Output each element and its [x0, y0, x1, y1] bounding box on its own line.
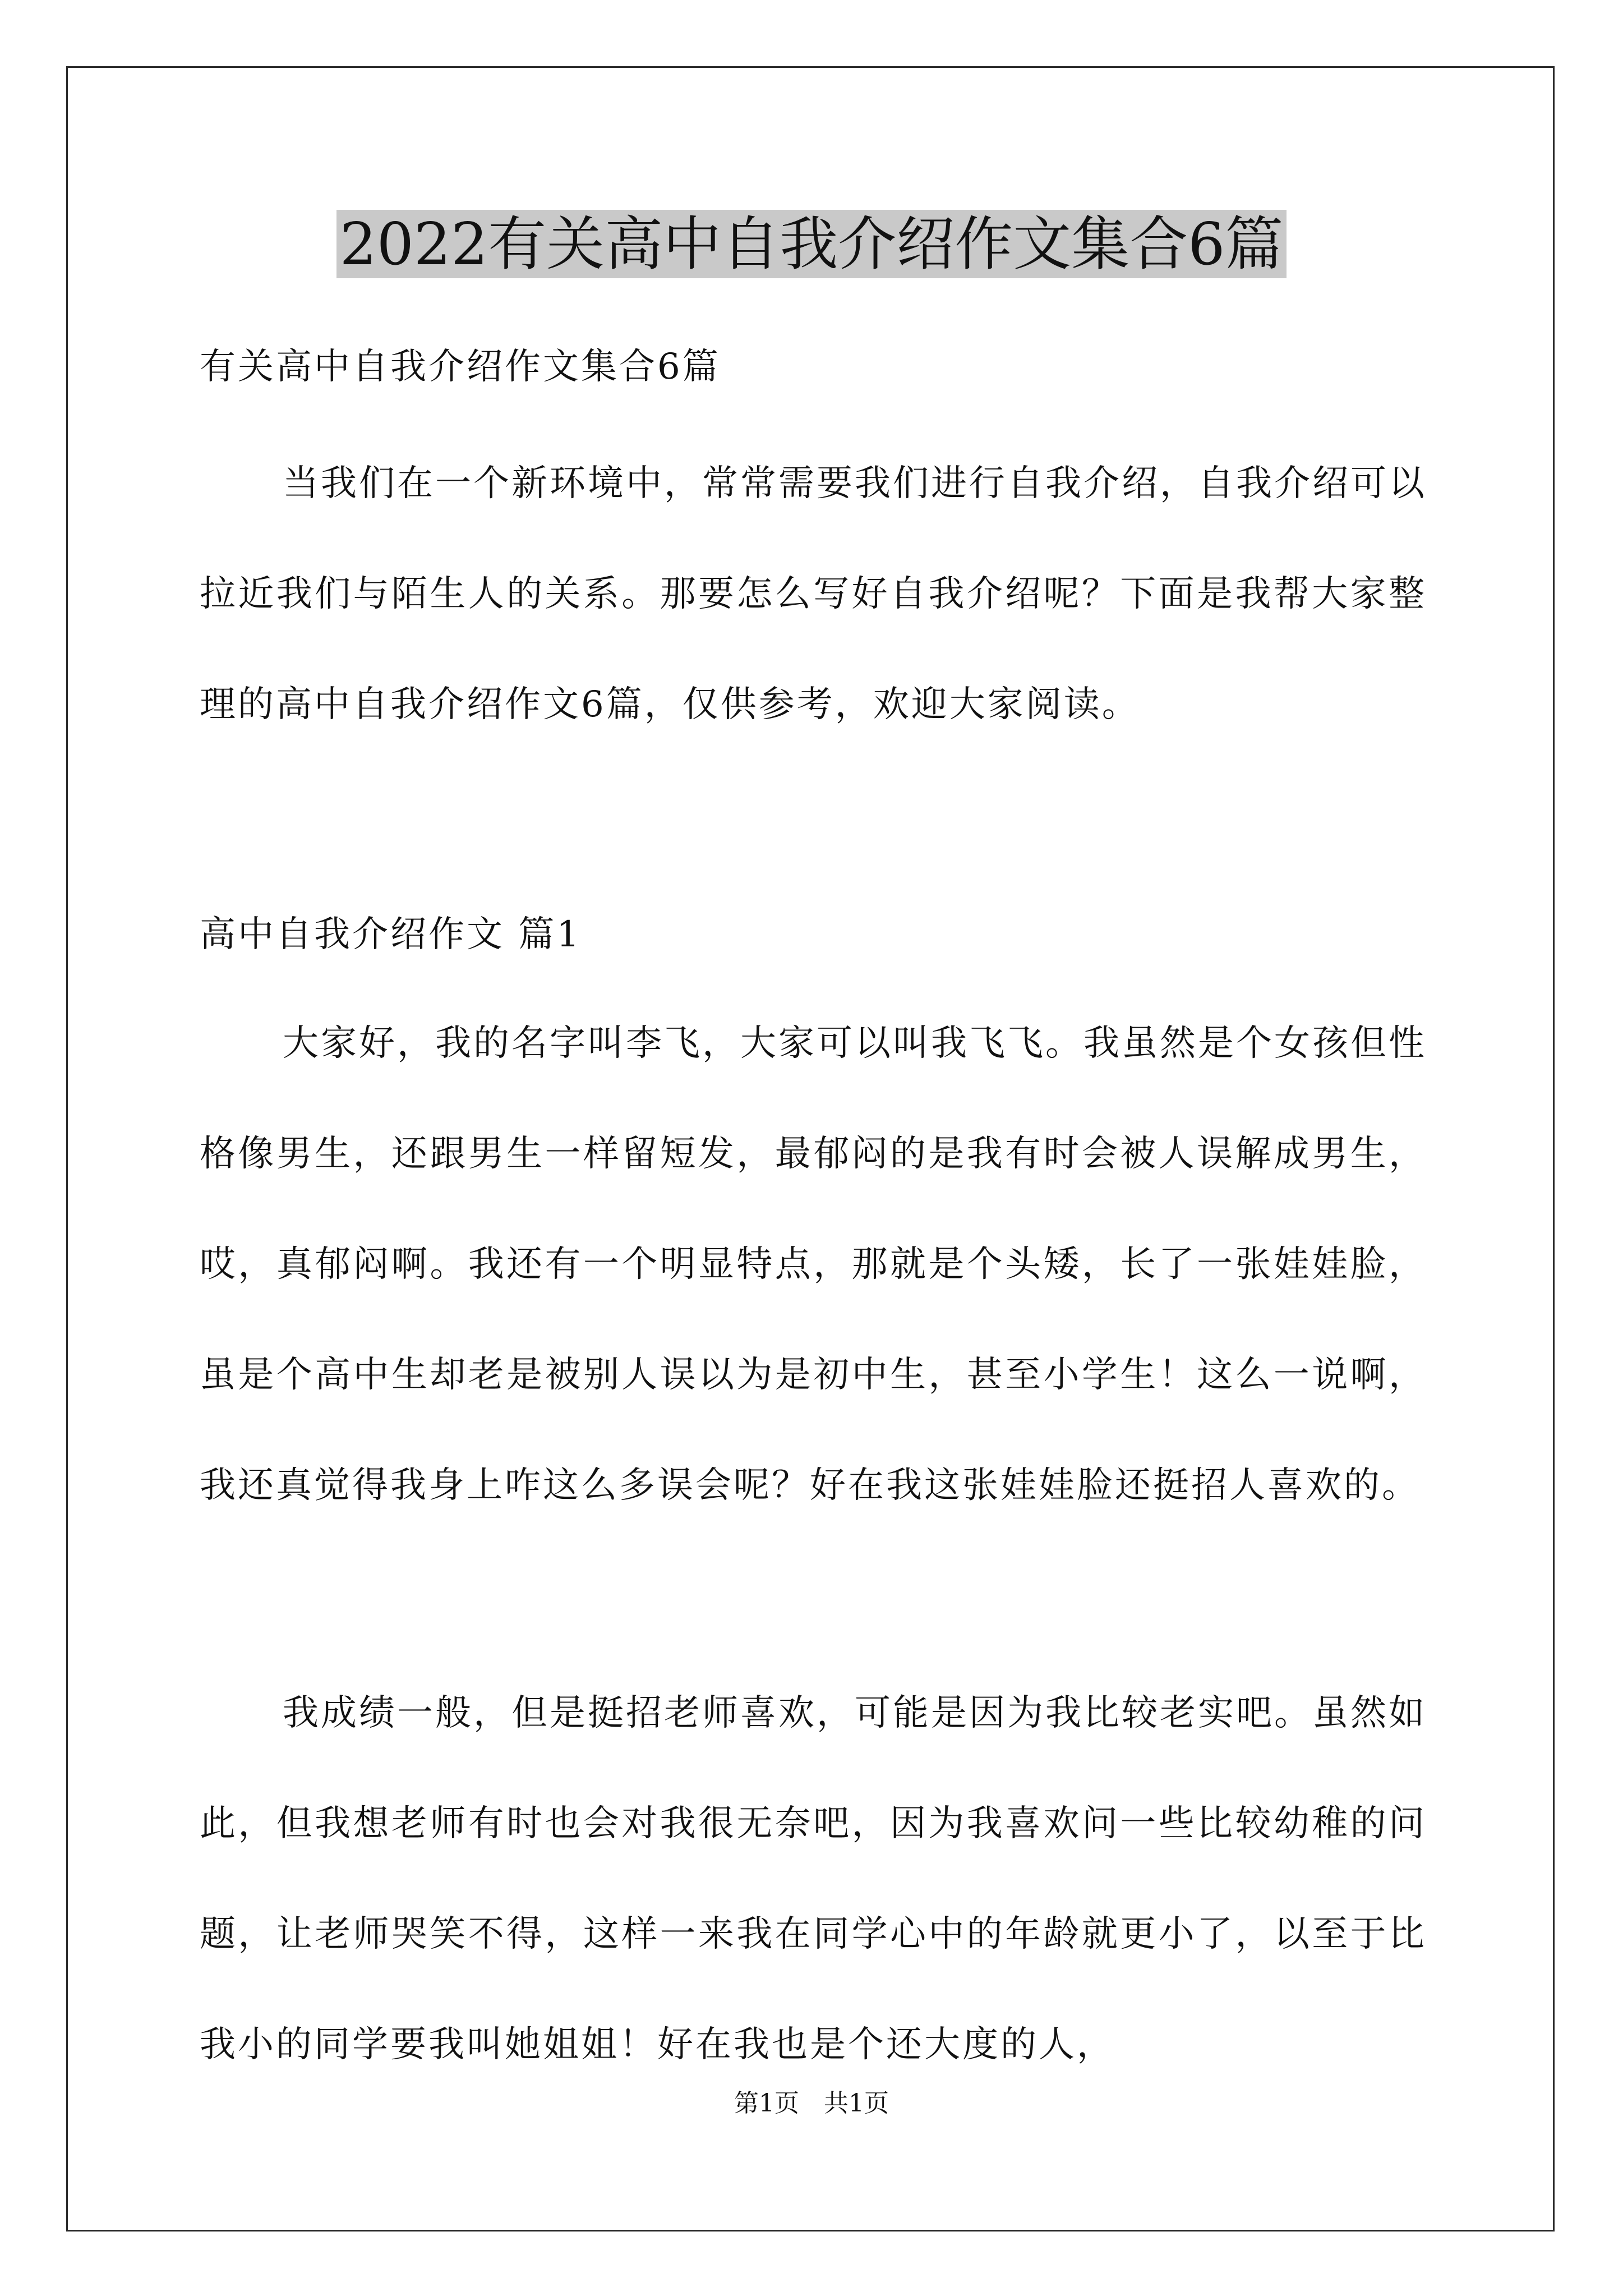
document-title	[0, 205, 1623, 283]
section-heading: 高中自我介绍作文 篇1	[200, 914, 582, 955]
document-title-text: 2022有关高中自我介绍作文集合6篇	[336, 210, 1287, 278]
page-footer: 第1页 共1页	[734, 2089, 889, 2118]
intro-paragraph: 当我们在一个新环境中，常常需要我们进行自我介绍，自我介绍可以拉近我们与陌生人的关系。那要怎么写好自我介绍呢？下面是我帮大家整理的高中自我介绍作文6篇，仅供参考，欢迎大家阅读。	[200, 463, 1427, 725]
body-paragraph-2: 我成绩一般，但是挺招老师喜欢，可能是因为我比较老实吧。虽然如此，但我想老师有时也会对我很无奈吧，因为我喜欢问一些比较幼稚的问题，让老师哭笑不得，这样一来我在同学心中的年龄就更小了，以至于比我小的同学要我叫她姐姐！好在我也是个还大度的人，	[200, 1692, 1427, 2065]
document-subtitle: 有关高中自我介绍作文集合6篇	[200, 346, 721, 388]
body-paragraph-1: 大家好，我的名字叫李飞，大家可以叫我飞飞。我虽然是个女孩但性格像男生，还跟男生一样留短发，最郁闷的是我有时会被人误解成男生，哎，真郁闷啊。我还有一个明显特点，那就是个头矮，长了一张娃娃脸，虽是个高中生却老是被别人误以为是初中生，甚至小学生！这么一说啊，我还真觉得我身上咋这么多误会呢？好在我这张娃娃脸还挺招人喜欢的。	[200, 1023, 1427, 1506]
